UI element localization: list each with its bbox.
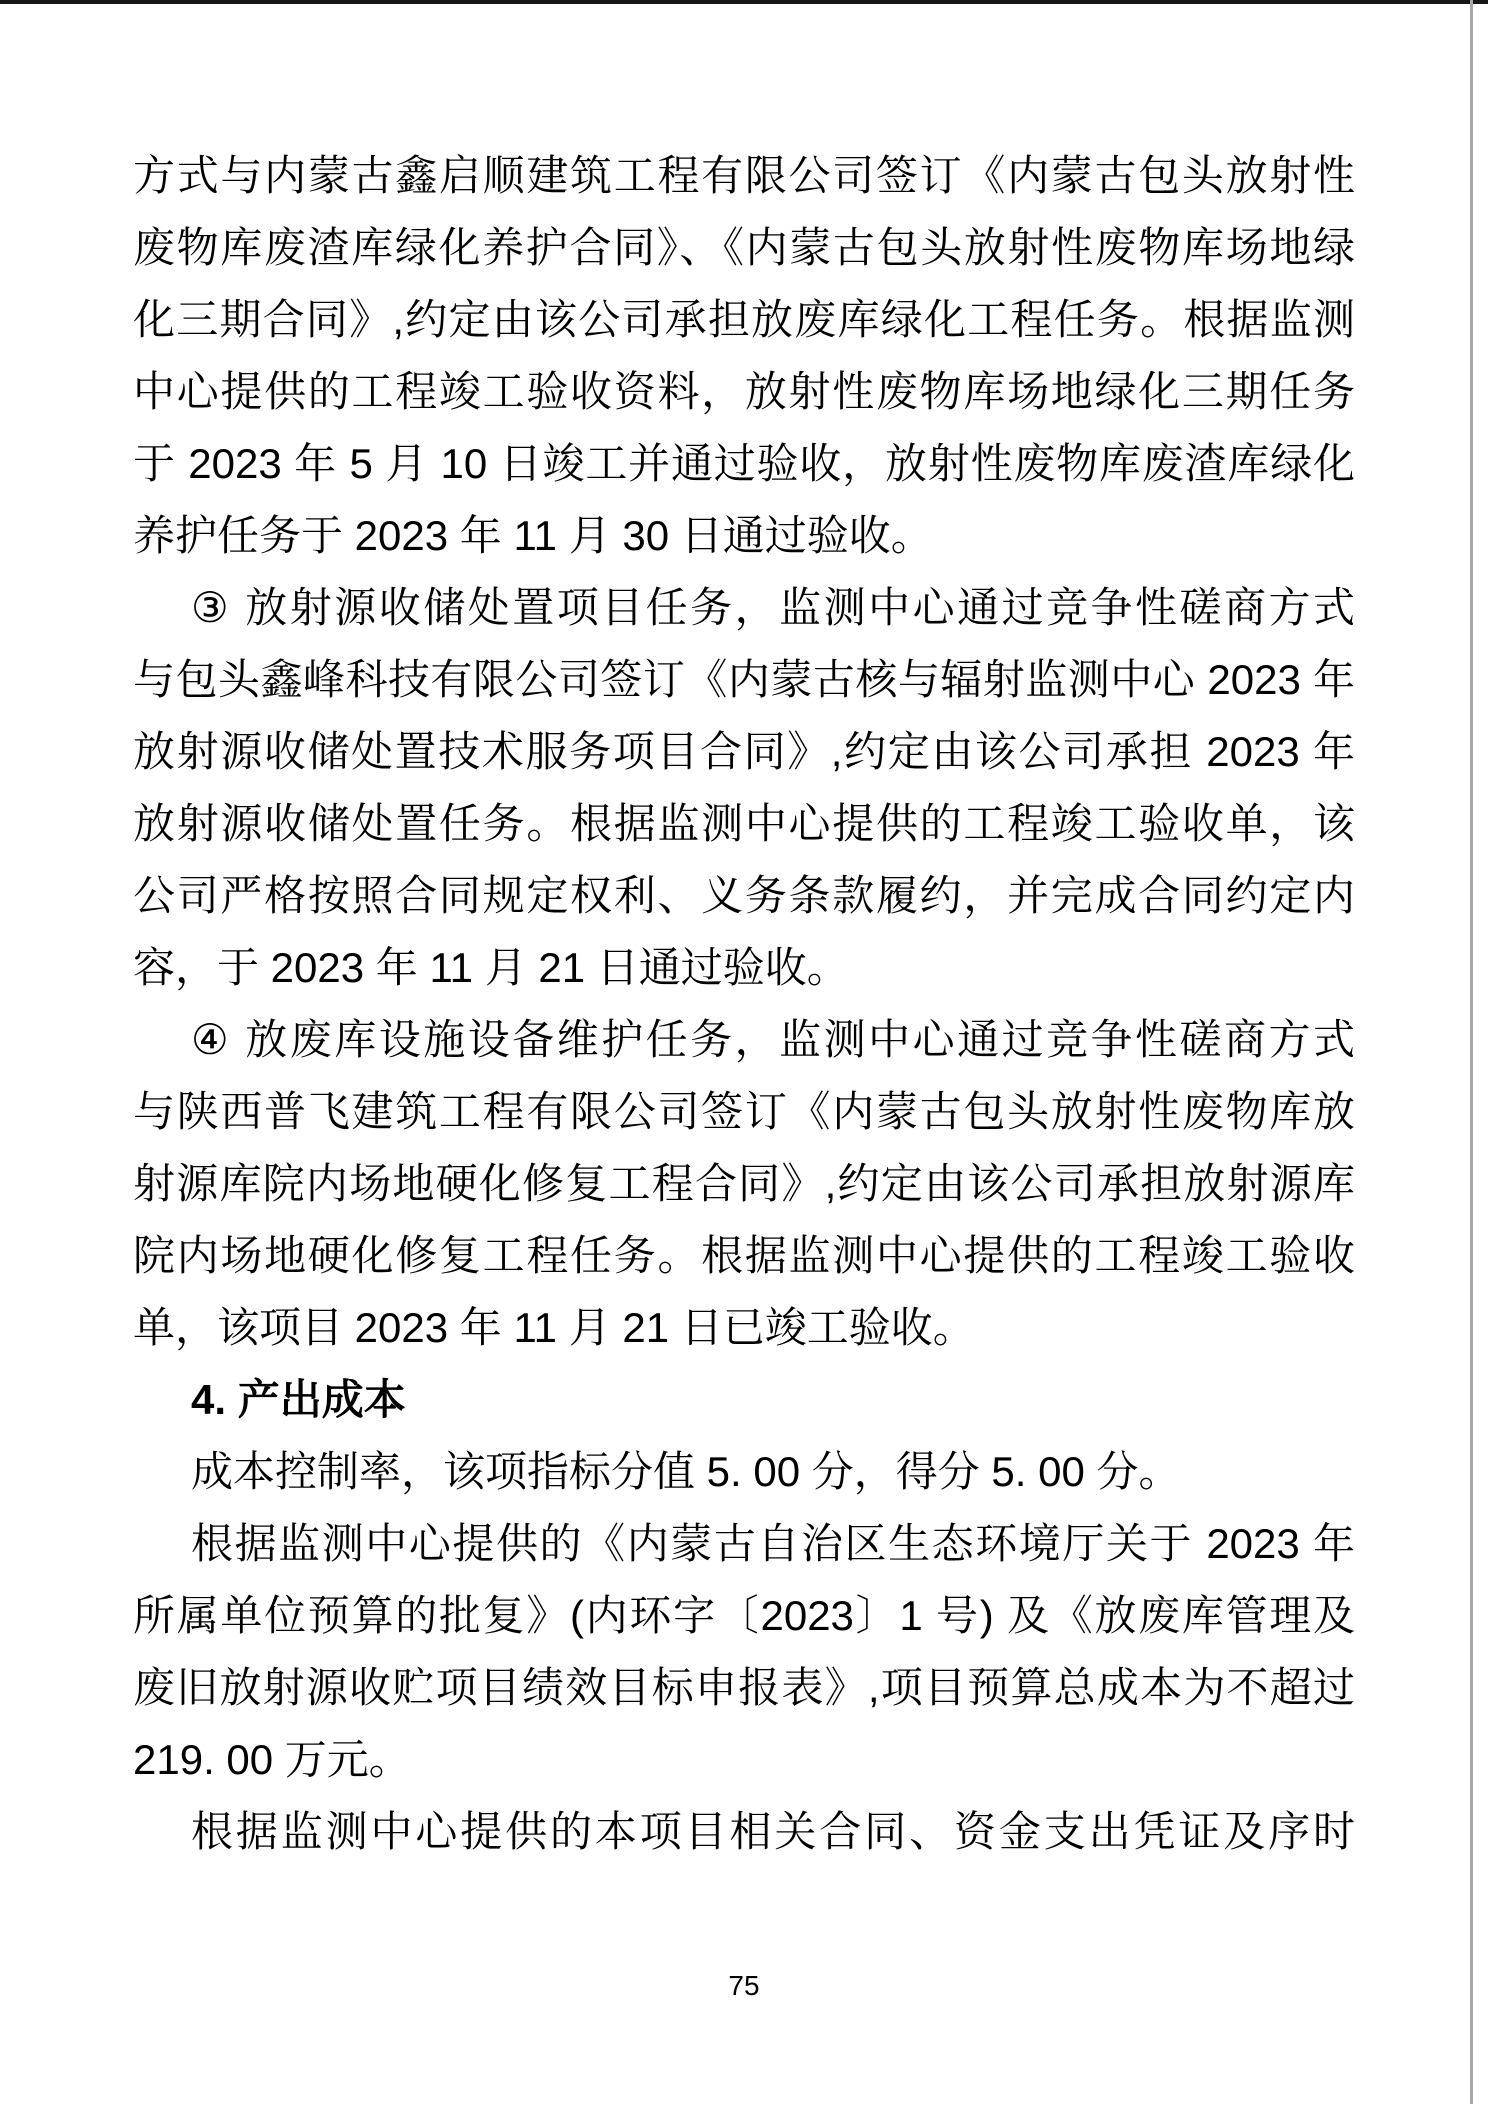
text-line: 4. 产出成本 xyxy=(191,1376,406,1423)
text-line: 根据监测中心提供的《内蒙古自治区生态环境厅关于 2023 年 xyxy=(191,1520,1355,1567)
page-number: 75 xyxy=(728,1970,760,2001)
text-line: 所属单位预算的批复》(内环字〔2023〕1 号) 及《放废库管理及 xyxy=(133,1592,1355,1639)
text-line: 废旧放射源收贮项目绩效目标申报表》,项目预算总成本为不超过 xyxy=(133,1664,1355,1711)
text-line: 与包头鑫峰科技有限公司签订《内蒙古核与辐射监测中心 2023 年 xyxy=(133,656,1355,703)
text-line: 化三期合同》,约定由该公司承担放废库绿化工程任务。根据监测 xyxy=(133,296,1355,343)
text-line: 容，于 2023 年 11 月 21 日通过验收。 xyxy=(133,944,849,991)
text-line: 方式与内蒙古鑫启顺建筑工程有限公司签订《内蒙古包头放射性 xyxy=(133,152,1355,199)
page-right-edge-line xyxy=(1470,0,1473,2104)
text-line: 成本控制率，该项指标分值 5. 00 分，得分 5. 00 分。 xyxy=(191,1448,1181,1495)
text-line: ④ 放废库设施设备维护任务，监测中心通过竞争性磋商方式 xyxy=(191,1016,1355,1063)
text-line: 单，该项目 2023 年 11 月 21 日已竣工验收。 xyxy=(133,1304,975,1351)
text-line: 于 2023 年 5 月 10 日竣工并通过验收，放射性废物库废渣库绿化 xyxy=(133,440,1355,487)
text-line: 院内场地硬化修复工程任务。根据监测中心提供的工程竣工验收 xyxy=(133,1232,1355,1279)
text-line: 中心提供的工程竣工验收资料，放射性废物库场地绿化三期任务 xyxy=(133,368,1355,415)
text-line: 放射源收储处置任务。根据监测中心提供的工程竣工验收单，该 xyxy=(133,800,1355,847)
text-line: 废物库废渣库绿化养护合同》、《内蒙古包头放射性废物库场地绿 xyxy=(133,224,1355,271)
text-line: 养护任务于 2023 年 11 月 30 日通过验收。 xyxy=(133,512,933,559)
text-line: 射源库院内场地硬化修复工程合同》,约定由该公司承担放射源库 xyxy=(133,1160,1355,1207)
text-line: 与陕西普飞建筑工程有限公司签订《内蒙古包头放射性废物库放 xyxy=(133,1088,1355,1135)
text-line: 219. 00 万元。 xyxy=(133,1736,411,1783)
text-line: 根据监测中心提供的本项目相关合同、资金支出凭证及序时 xyxy=(191,1808,1355,1855)
body-text xyxy=(133,140,1355,1868)
page-top-edge-line xyxy=(0,0,1488,4)
text-line: ③ 放射源收储处置项目任务，监测中心通过竞争性磋商方式 xyxy=(191,584,1355,631)
text-line: 放射源收储处置技术服务项目合同》,约定由该公司承担 2023 年 xyxy=(133,728,1355,775)
text-line: 公司严格按照合同规定权利、义务条款履约，并完成合同约定内 xyxy=(133,872,1355,919)
